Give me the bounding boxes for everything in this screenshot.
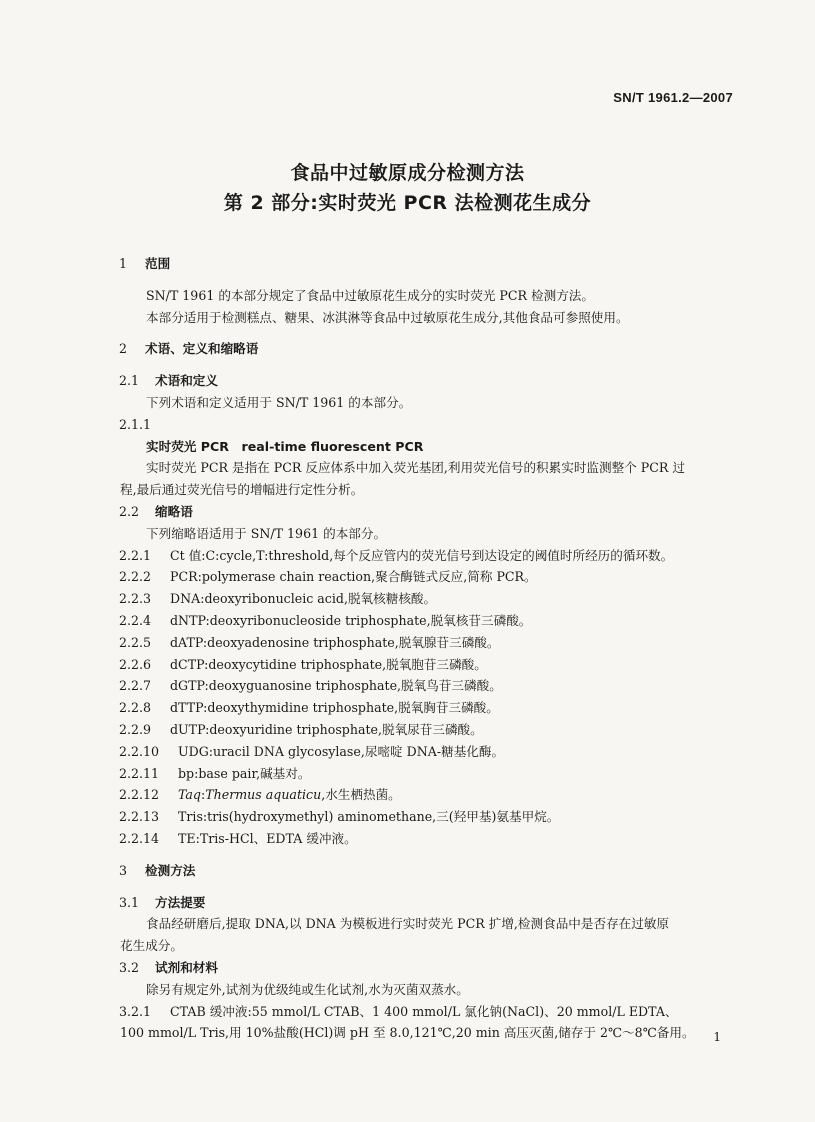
title-line-1: 食品中过敏原成分检测方法 — [290, 162, 525, 184]
subsection-title: 试剂和材料 — [155, 959, 218, 975]
abbreviation-item — [0, 806, 815, 828]
paragraph-text: 下列术语和定义适用于 SN/T 1961 的本部分。 — [146, 394, 412, 410]
subsection-number: 2.2 — [119, 503, 140, 519]
subsection-title: 缩略语 — [155, 503, 193, 519]
subsection-title: 术语和定义 — [155, 373, 218, 389]
paragraph-text: 下列缩略语适用于 SN/T 1961 的本部分。 — [146, 525, 387, 541]
item-number: 3.2.1 — [119, 1003, 152, 1019]
abbreviation-item — [0, 828, 815, 850]
section-title: 术语、定义和缩略语 — [145, 341, 259, 357]
document-title — [0, 158, 815, 218]
species-italic: Thermus aquaticu — [205, 787, 322, 803]
paragraph — [0, 392, 815, 414]
section-heading — [0, 253, 815, 275]
item-number: 2.2.6 — [119, 656, 152, 672]
abbreviation-item — [0, 632, 815, 654]
abbreviation-item — [0, 545, 815, 567]
item-text: UDG:uracil DNA glycosylase,尿嘧啶 DNA-糖基化酶。 — [178, 743, 505, 759]
item-number: 2.2.1 — [119, 547, 152, 563]
section-number: 2 — [119, 341, 128, 357]
page-number: 1 — [713, 1030, 721, 1044]
paragraph — [0, 285, 815, 307]
abbreviation-item — [0, 610, 815, 632]
paragraph-text: 花生成分。 — [120, 938, 183, 954]
item-number: 2.2.11 — [119, 765, 160, 781]
section-number: 3 — [119, 862, 128, 878]
item-text: CTAB 缓冲液:55 mmol/L CTAB、1 400 mmol/L 氯化钠(NaCl)、20 mmol/L EDTA、 — [170, 1003, 678, 1019]
item-text: dGTP:deoxyguanosine triphosphate,脱氧鸟苷三磷酸。 — [170, 678, 502, 694]
standard-code: SN/T 1961.2—2007 — [613, 90, 733, 105]
document-body — [0, 253, 815, 1044]
paragraph-text: 除另有规定外,试剂为优级纯或生化试剂,水为灭菌双蒸水。 — [146, 981, 469, 997]
subsection-heading — [0, 501, 815, 523]
item-text: dATP:deoxyadenosine triphosphate,脱氧腺苷三磷酸。 — [170, 634, 500, 650]
item-text: dCTP:deoxycytidine triphosphate,脱氧胞苷三磷酸。 — [170, 656, 487, 672]
subsection-heading — [0, 957, 815, 979]
item-text: DNA:deoxyribonucleic acid,脱氧核糖核酸。 — [170, 591, 437, 607]
item-suffix: ,水生栖热菌。 — [321, 787, 401, 803]
abbreviation-item — [0, 566, 815, 588]
section-heading — [0, 338, 815, 360]
taq-italic: Taq — [178, 787, 201, 803]
paragraph-continuation — [0, 935, 815, 957]
item-text: PCR:polymerase chain reaction,聚合酶链式反应,简称 PCR。 — [170, 569, 537, 585]
item-text: dTTP:deoxythymidine triphosphate,脱氧胸苷三磷酸。 — [170, 700, 499, 716]
abbreviation-item — [0, 675, 815, 697]
paragraph-text: 实时荧光 PCR 是指在 PCR 反应体系中加入荧光基团,利用荧光信号的积累实时监测整个 PCR 过 — [146, 460, 685, 476]
item-number: 2.2.14 — [119, 830, 160, 846]
subsection-number: 2.1 — [119, 373, 140, 389]
item-text: dUTP:deoxyuridine triphosphate,脱氧尿苷三磷酸。 — [170, 721, 483, 737]
subsection-number: 3.2 — [119, 959, 140, 975]
term-text: 实时荧光 PCR real-time fluorescent PCR — [146, 438, 424, 454]
paragraph-text: 食品经研磨后,提取 DNA,以 DNA 为模板进行实时荧光 PCR 扩增,检测食品中是否存在过敏原 — [146, 916, 670, 932]
clause-item — [0, 1001, 815, 1023]
paragraph — [0, 913, 815, 935]
subsection-heading — [0, 370, 815, 392]
section-title: 范围 — [145, 256, 171, 271]
abbreviation-item — [0, 697, 815, 719]
term-heading — [0, 436, 815, 458]
item-number: 2.2.3 — [119, 591, 152, 607]
paragraph-text: 程,最后通过荧光信号的增幅进行定性分析。 — [120, 482, 364, 498]
paragraph-continuation — [0, 1022, 815, 1044]
title-line-2: 第 2 部分:实时荧光 PCR 法检测花生成分 — [223, 192, 592, 214]
item-text — [178, 784, 401, 806]
item-number: 2.2.9 — [119, 721, 152, 737]
paragraph — [0, 979, 815, 1001]
abbreviation-item — [0, 741, 815, 763]
item-number: 2.2.2 — [119, 569, 152, 585]
subsection-title: 方法提要 — [155, 894, 206, 910]
paragraph — [0, 307, 815, 329]
item-text: TE:Tris-HCl、EDTA 缓冲液。 — [178, 830, 357, 846]
item-text: bp:base pair,碱基对。 — [178, 765, 311, 781]
section-number: 1 — [119, 256, 128, 271]
item-number: 2.2.8 — [119, 700, 152, 716]
item-number: 2.2.7 — [119, 678, 152, 694]
paragraph-text: 本部分适用于检测糕点、糖果、冰淇淋等食品中过敏原花生成分,其他食品可参照使用。 — [146, 309, 629, 325]
abbreviation-item — [0, 654, 815, 676]
subsection-number: 3.1 — [119, 894, 140, 910]
abbreviation-item — [0, 719, 815, 741]
item-number: 2.2.10 — [119, 743, 160, 759]
subsection-heading — [0, 892, 815, 914]
item-number: 2.2.13 — [119, 809, 160, 825]
clause-number-text: 2.1.1 — [119, 416, 152, 432]
item-text: dNTP:deoxyribonucleoside triphosphate,脱氧核苷三磷酸。 — [170, 612, 532, 628]
section-title: 检测方法 — [145, 862, 196, 878]
colon: : — [201, 787, 206, 803]
item-text: Ct 值:C:cycle,T:threshold,每个反应管内的荧光信号到达设定的阈值时所经历的循环数。 — [170, 547, 674, 563]
paragraph — [0, 523, 815, 545]
paragraph-text: SN/T 1961 的本部分规定了食品中过敏原花生成分的实时荧光 PCR 检测方法。 — [146, 287, 594, 303]
section-heading — [0, 860, 815, 882]
clause-number — [0, 414, 815, 436]
paragraph — [0, 457, 815, 479]
abbreviation-item — [0, 784, 815, 806]
item-text: Tris:tris(hydroxymethyl) aminomethane,三(羟甲基)氨基甲烷。 — [178, 809, 560, 825]
abbreviation-item — [0, 763, 815, 785]
abbreviation-item — [0, 588, 815, 610]
paragraph-text: 100 mmol/L Tris,用 10%盐酸(HCl)调 pH 至 8.0,121℃,20 min 高压灭菌,储存于 2℃～8℃备用。 — [120, 1025, 695, 1041]
item-number: 2.2.5 — [119, 634, 152, 650]
item-number: 2.2.4 — [119, 612, 152, 628]
item-number: 2.2.12 — [119, 787, 160, 803]
paragraph-continuation — [0, 479, 815, 501]
